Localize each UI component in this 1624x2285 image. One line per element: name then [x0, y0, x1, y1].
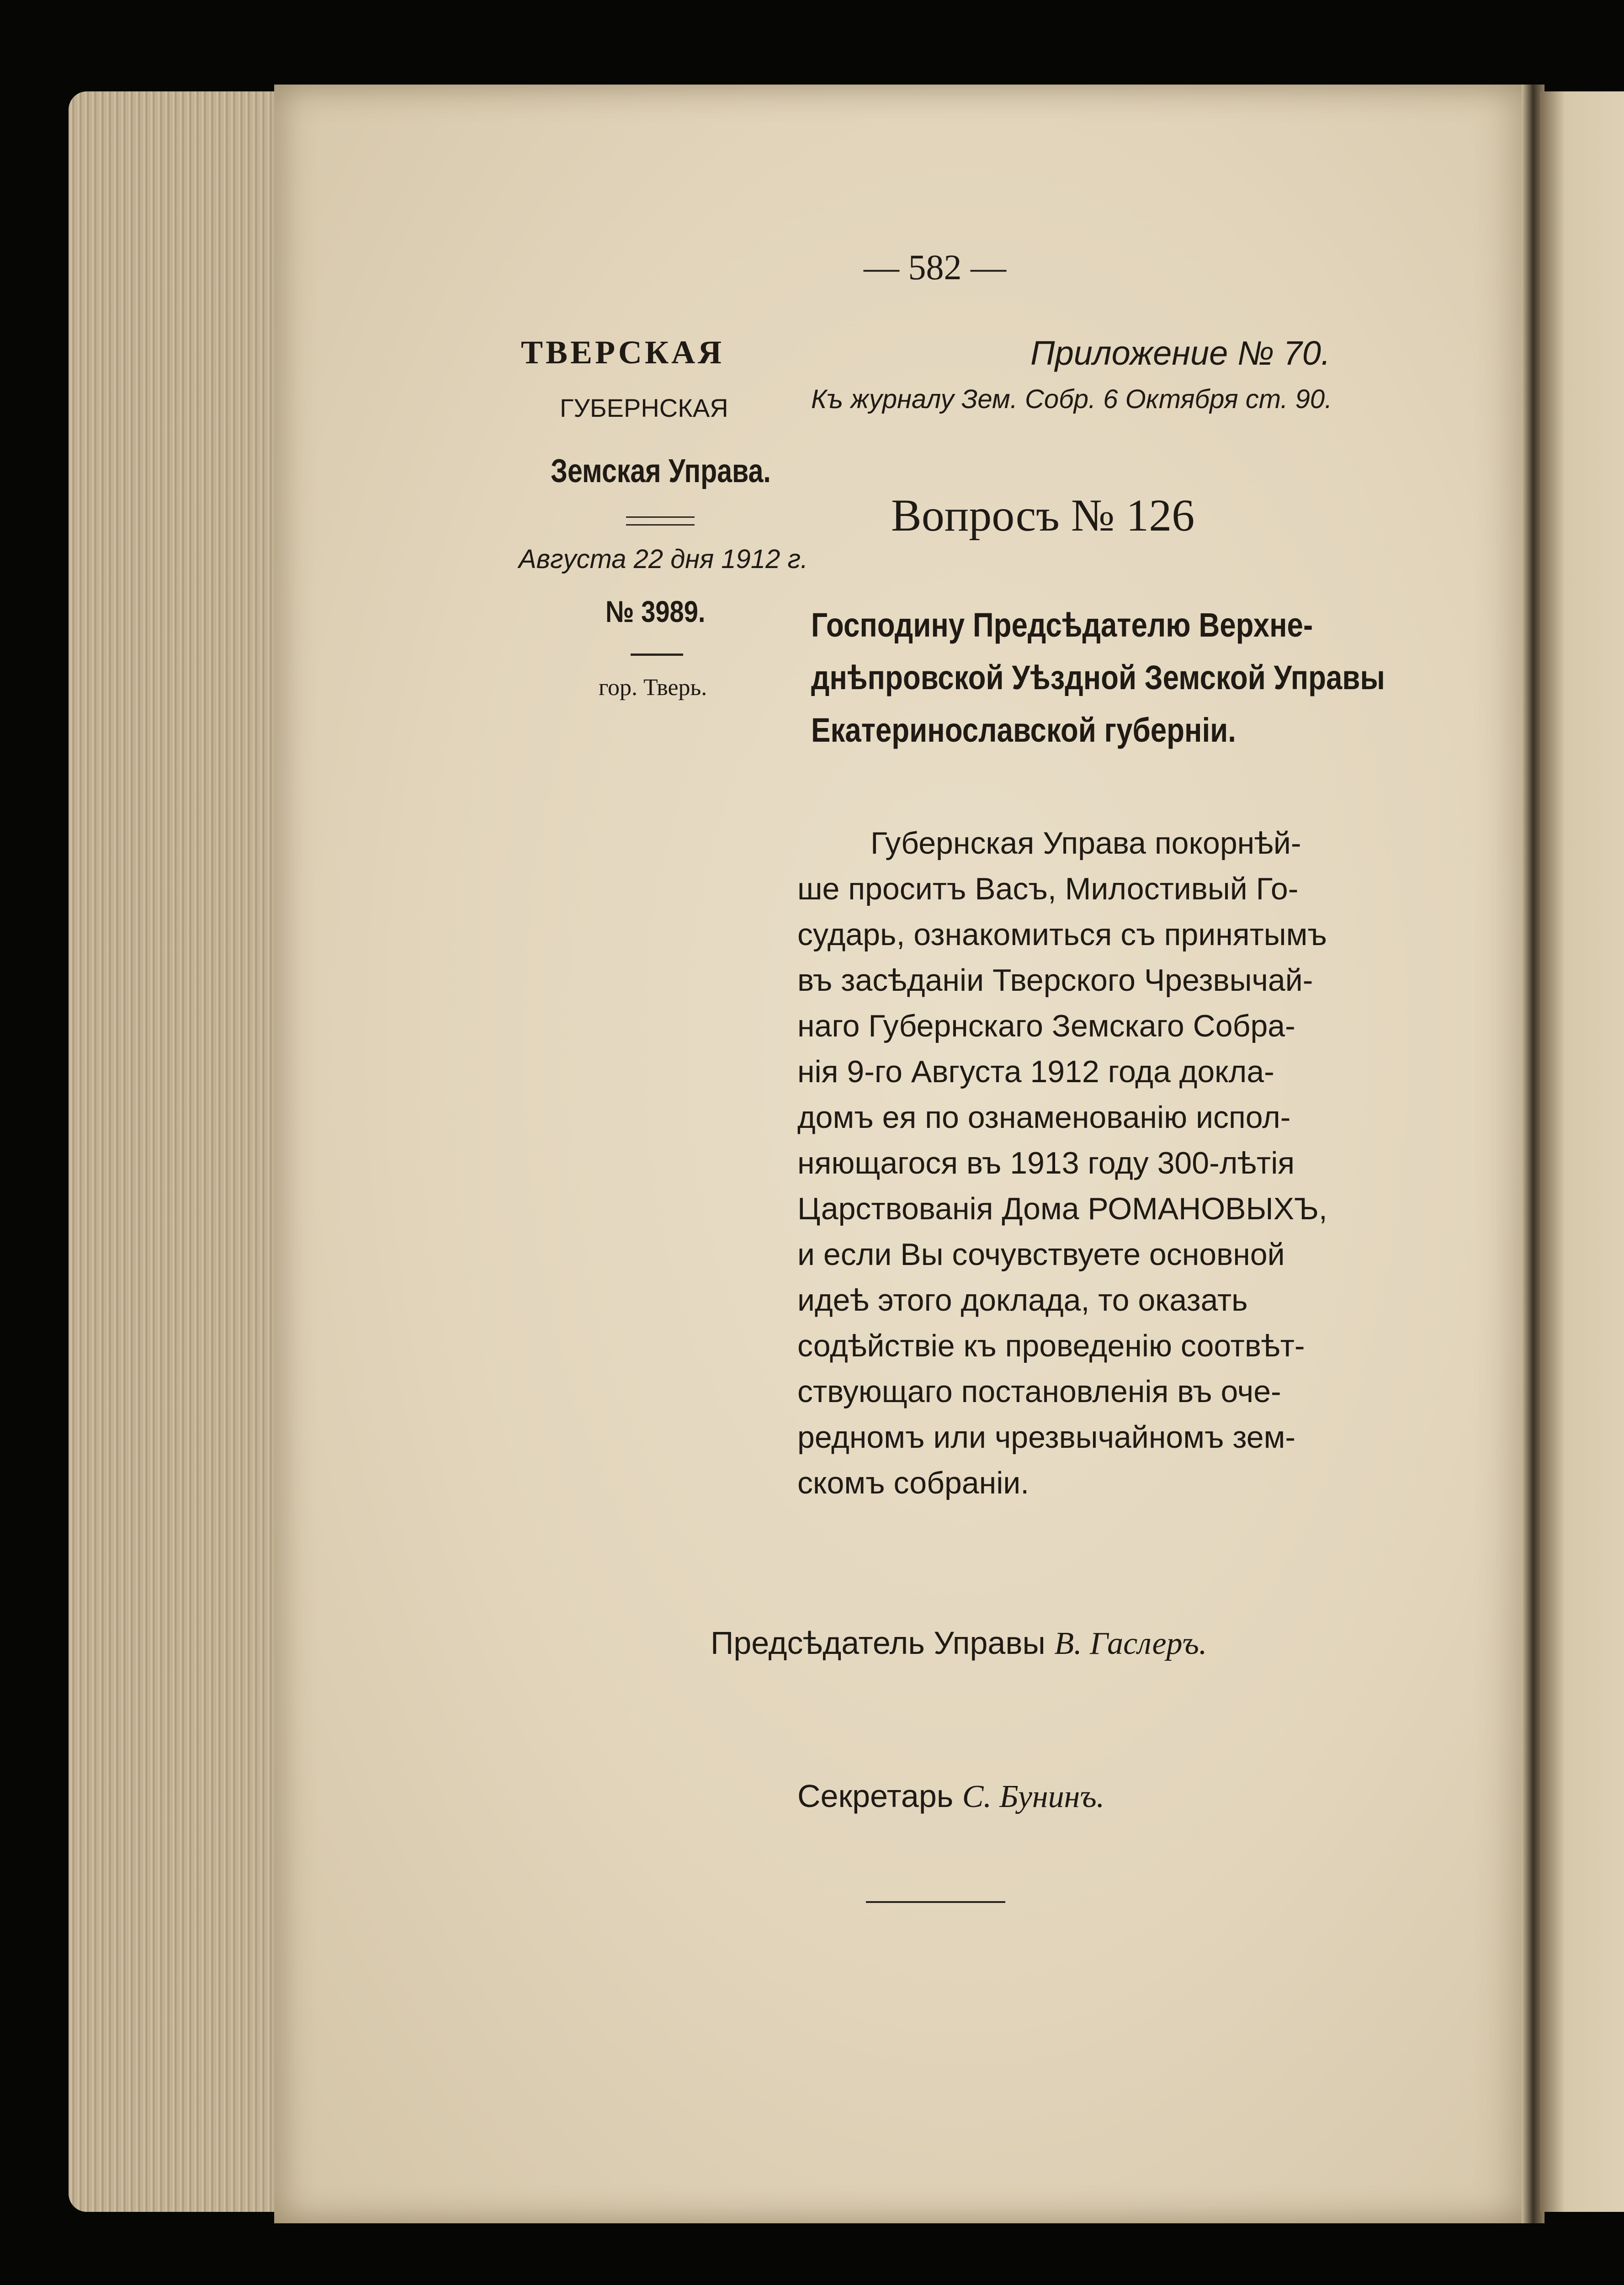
body-line: Царствованія Дома РОМАНОВЫХЪ, [797, 1191, 1327, 1226]
body-line: няющагося въ 1913 году 300-лѣтія [797, 1146, 1295, 1180]
question-heading: Вопросъ № 126 [891, 490, 1195, 541]
addressee-line: днѣпровской Уѣздной Земской Управы [811, 659, 1385, 696]
secretary-name: С. Бунинъ. [962, 1779, 1105, 1814]
letterhead-title: ТВЕРСКАЯ [521, 334, 725, 371]
letterhead-subtitle: ГУБЕРНСКАЯ [560, 393, 728, 422]
letter-body [797, 820, 1327, 1506]
letter-place: гор. Тверь. [599, 675, 707, 701]
book-page-edges [69, 91, 306, 2212]
chair-title: Предсѣдатель Управы [711, 1625, 1046, 1661]
body-line: въ засѣданіи Тверского Чрезвычай- [797, 963, 1313, 998]
journal-reference: Къ журналу Зем. Собр. 6 Октября ст. 90. [811, 384, 1332, 414]
facing-page-edge [1540, 91, 1624, 2212]
body-line: и если Вы сочувствуете основной [797, 1237, 1285, 1272]
body-line: сударь, ознакомиться съ принятымъ [797, 917, 1327, 952]
body-line: скомъ собраніи. [797, 1466, 1030, 1500]
letterhead-name: Земская Управа. [551, 453, 771, 489]
letter-date: Августа 22 дня 1912 г. [519, 544, 808, 574]
addressee-line: Господину Предсѣдателю Верхне- [811, 606, 1313, 644]
body-line: домъ ея по ознаменованію испол- [797, 1100, 1291, 1135]
letterhead-divider [626, 516, 695, 526]
letter-number: № 3989. [605, 595, 706, 628]
letterhead-short-rule [631, 654, 683, 656]
body-line: нія 9-го Августа 1912 года докла- [797, 1054, 1274, 1089]
page-number: — 582 — [864, 247, 1006, 287]
secretary-signature [797, 1778, 1104, 1815]
body-line: ше проситъ Васъ, Милостивый Го- [797, 871, 1299, 906]
body-line: ствующаго постановленія въ оче- [797, 1374, 1281, 1409]
addressee-block [811, 599, 1385, 756]
appendix-label: Приложение № 70. [1030, 334, 1331, 372]
body-line: Губернская Управа покорнѣй- [870, 826, 1301, 861]
secretary-title: Секретарь [797, 1778, 954, 1814]
addressee-line: Екатеринославской губерніи. [811, 711, 1236, 749]
chair-name: В. Гаслеръ. [1054, 1626, 1207, 1661]
body-line: идеѣ этого доклада, то оказать [797, 1283, 1248, 1318]
chair-signature [711, 1625, 1207, 1662]
body-line: содѣйствіе къ проведенію соотвѣт- [797, 1328, 1305, 1363]
body-line: наго Губернскаго Земскаго Собра- [797, 1009, 1295, 1043]
body-line: редномъ или чрезвычайномъ зем- [797, 1420, 1295, 1455]
closing-rule [866, 1901, 1005, 1903]
